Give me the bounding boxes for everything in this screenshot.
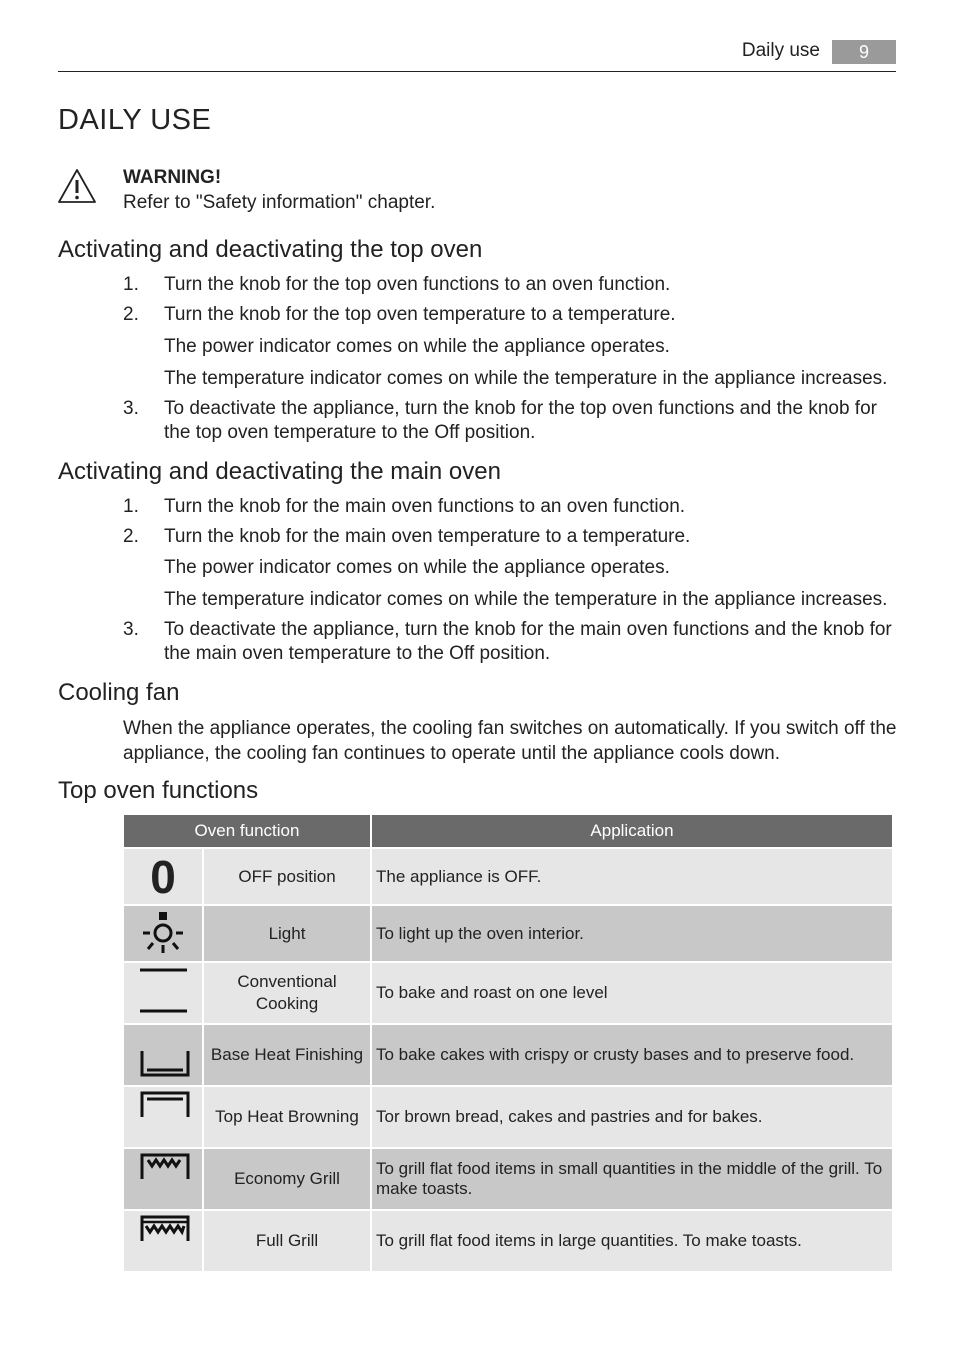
page-header bbox=[58, 38, 896, 72]
conventional-cooking-icon bbox=[133, 963, 193, 1018]
column-header-oven-function: Oven function bbox=[123, 815, 371, 848]
function-application: To bake cakes with crispy or crusty bases and to preserve food. bbox=[371, 1024, 893, 1086]
light-icon bbox=[138, 906, 188, 956]
column-header-application: Application bbox=[371, 815, 893, 848]
step-number: 2. bbox=[123, 304, 139, 325]
heading-main-oven: Activating and deactivating the main oven bbox=[58, 458, 501, 485]
page-title: DAILY USE bbox=[58, 104, 212, 136]
table-row bbox=[123, 1086, 893, 1148]
step-text: Turn the knob for the main oven functions to an oven function. bbox=[164, 496, 686, 517]
heading-cooling-fan: Cooling fan bbox=[58, 679, 180, 706]
warning-triangle-icon bbox=[57, 168, 97, 204]
step-number: 1. bbox=[123, 496, 139, 517]
step-text: Turn the knob for the main oven temperature to a temperature. bbox=[164, 526, 691, 547]
table-row bbox=[123, 962, 893, 1024]
function-application: To bake and roast on one level bbox=[371, 962, 893, 1024]
step-note: The temperature indicator comes on while the temperature in the appliance increases. bbox=[164, 589, 888, 610]
header-section-label: Daily use bbox=[741, 40, 820, 61]
table-row bbox=[123, 848, 893, 905]
step-text: Turn the knob for the top oven temperature to a temperature. bbox=[164, 304, 676, 325]
function-name: Light bbox=[203, 905, 371, 962]
heading-top-oven-functions: Top oven functions bbox=[58, 777, 259, 804]
off-zero-icon bbox=[123, 848, 203, 905]
base-heat-icon bbox=[133, 1025, 193, 1080]
economy-grill-icon bbox=[133, 1149, 193, 1204]
warning-title: WARNING! bbox=[123, 167, 222, 188]
function-name: Conventional Cooking bbox=[203, 962, 371, 1024]
step-text: Turn the knob for the top oven functions to an oven function. bbox=[164, 274, 671, 295]
step-note: The temperature indicator comes on while the temperature in the appliance increases. bbox=[164, 368, 888, 389]
table-row bbox=[123, 905, 893, 962]
step-number: 1. bbox=[123, 274, 139, 295]
table-row bbox=[123, 1148, 893, 1210]
function-name: Full Grill bbox=[203, 1210, 371, 1272]
heading-top-oven: Activating and deactivating the top oven bbox=[58, 236, 483, 263]
function-name: Economy Grill bbox=[203, 1148, 371, 1210]
step-text: To deactivate the appliance, turn the knob for the main oven functions and the knob for the main oven temperature to the Off position. bbox=[164, 619, 892, 664]
step-number: 3. bbox=[123, 619, 139, 640]
function-name: Top Heat Browning bbox=[203, 1086, 371, 1148]
step-number: 2. bbox=[123, 526, 139, 547]
table-row bbox=[123, 1024, 893, 1086]
function-name: OFF position bbox=[203, 848, 371, 905]
function-application: To light up the oven interior. bbox=[371, 905, 893, 962]
table-header-row bbox=[123, 815, 893, 848]
cooling-fan-text: When the appliance operates, the cooling fan switches on automatically. If you switch off the appliance, the cooling fan continues to operate until the appliance cools down. bbox=[123, 718, 897, 764]
function-application: The appliance is OFF. bbox=[371, 848, 893, 905]
step-text: To deactivate the appliance, turn the knob for the top oven functions and the knob for the top oven temperature to the Off position. bbox=[164, 398, 877, 443]
table-row bbox=[123, 1210, 893, 1272]
function-name: Base Heat Finishing bbox=[203, 1024, 371, 1086]
step-number: 3. bbox=[123, 398, 139, 419]
function-application: Tor brown bread, cakes and pastries and for bakes. bbox=[371, 1086, 893, 1148]
warning-text: Refer to "Safety information" chapter. bbox=[123, 192, 436, 213]
step-note: The power indicator comes on while the appliance operates. bbox=[164, 336, 670, 357]
page-number: 9 bbox=[832, 40, 896, 64]
full-grill-icon bbox=[133, 1211, 193, 1266]
oven-functions-table bbox=[122, 815, 894, 1273]
step-note: The power indicator comes on while the appliance operates. bbox=[164, 557, 670, 578]
function-application: To grill flat food items in large quantities. To make toasts. bbox=[371, 1210, 893, 1272]
top-heat-icon bbox=[133, 1087, 193, 1142]
function-application: To grill flat food items in small quantities in the middle of the grill. To make toasts. bbox=[371, 1148, 893, 1210]
off-symbol: 0 bbox=[150, 850, 176, 903]
